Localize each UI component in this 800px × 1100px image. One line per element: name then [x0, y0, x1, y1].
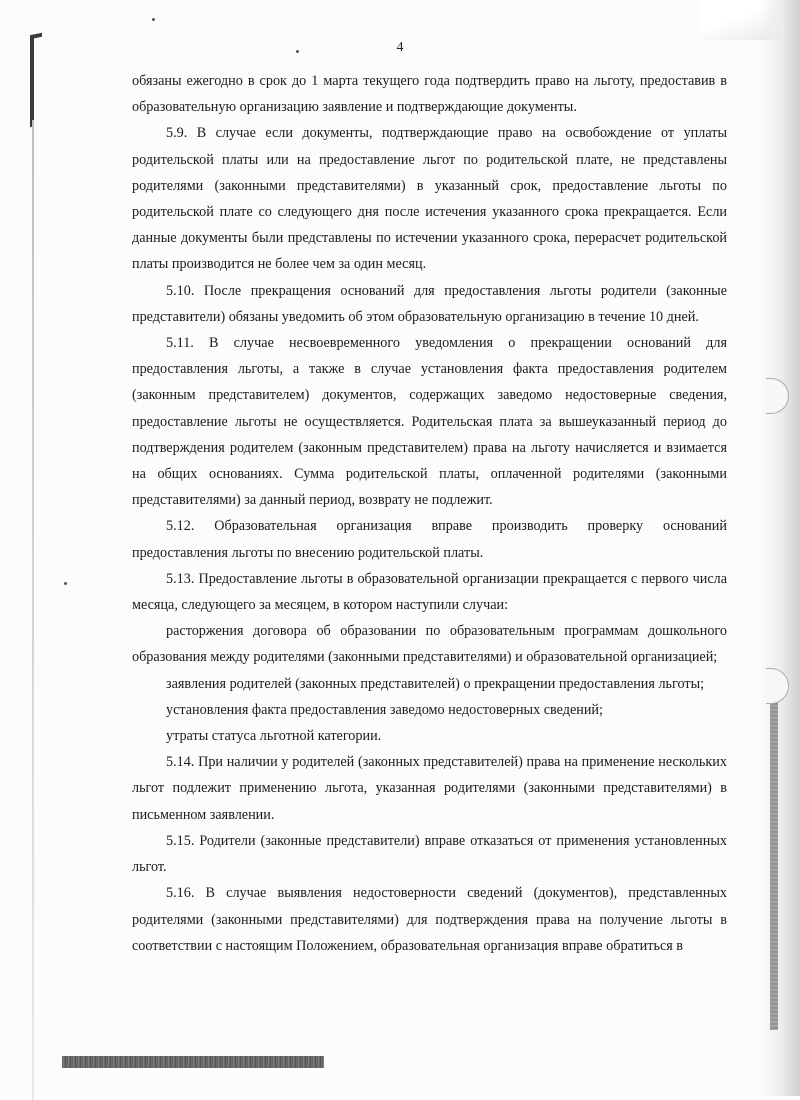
- paragraph: 5.11. В случае несвоевременного уведомления о прекращении оснований для предоставления льготы, а также в случае установления факта предоставления родителем (законным представителем) документов, содержащих заведомо недостоверные сведения, предоставление льготы не осуществляется. Родительская плата за вышеуказанный период до подтверждения родителем (законным представителем) права на льготу начисляется и взимается на общих основаниях. Сумма родительской платы, оплаченной родителями (законными представителями) за данный период, возврату не подлежит.: [132, 335, 727, 509]
- paragraph: 5.12. Образовательная организация вправе производить проверку оснований предоставления льготы по внесению родительской платы.: [132, 518, 727, 561]
- paragraph: 5.15. Родители (законные представители) вправе отказаться от применения установленных льгот.: [132, 832, 727, 876]
- paragraph: 5.16. В случае выявления недостоверности сведений (документов), представленных родителями (законными представителями) для подтверждения права на получение льготы в соответствии с настоящим Положением, образовательная организация вправе обратиться в: [132, 885, 727, 954]
- paragraph: обязаны ежегодно в срок до 1 марта текущего года подтвердить право на льготу, предоставив в образовательную организацию заявление и подтверждающие документы.: [132, 73, 727, 116]
- paragraph: 5.10. После прекращения оснований для предоставления льготы родители (законные представители) обязаны уведомить об этом образовательную организацию в течение 10 дней.: [132, 282, 727, 325]
- paragraph: 5.9. В случае если документы, подтверждающие право на освобождение от уплаты родительской платы или на предоставление льгот по родительской плате, не представлены родителями (законными представителями) в указанный срок, предоставление льготы по родительской плате со следующего дня после истечения указанного срока прекращается. Если данные документы были представлены по истечении указанного срока, перерасчет родительской платы производится не более чем за один месяц.: [132, 125, 727, 273]
- scan-speck: [64, 582, 67, 585]
- paragraph: заявления родителей (законных представителей) о прекращении предоставления льготы;: [166, 675, 705, 692]
- scan-bottom-strip: [62, 1056, 324, 1068]
- paragraph: утраты статуса льготной категории.: [166, 728, 382, 745]
- page-edge-shadow: [760, 0, 800, 1096]
- scan-margin-line: [32, 120, 34, 1100]
- paragraph: установления факта предоставления заведомо недостоверных сведений;: [166, 701, 603, 718]
- page-number: 4: [396, 40, 404, 55]
- document-body: [132, 68, 727, 959]
- paragraph: 5.14. При наличии у родителей (законных представителей) права на применение нескольких льгот подлежит применению льгота, указанная родителями (законными представителями) в письменном заявлении.: [132, 754, 727, 823]
- scan-edge-strip: [770, 700, 778, 1030]
- paragraph: 5.13. Предоставление льготы в образовательной организации прекращается с первого числа месяца, следующего за месяцем, в котором наступили случаи:: [132, 570, 727, 614]
- scan-speck: [152, 18, 155, 21]
- paragraph: расторжения договора об образовании по образовательным программам дошкольного образования между родителями (законными представителями) и образовательной организацией;: [132, 623, 727, 666]
